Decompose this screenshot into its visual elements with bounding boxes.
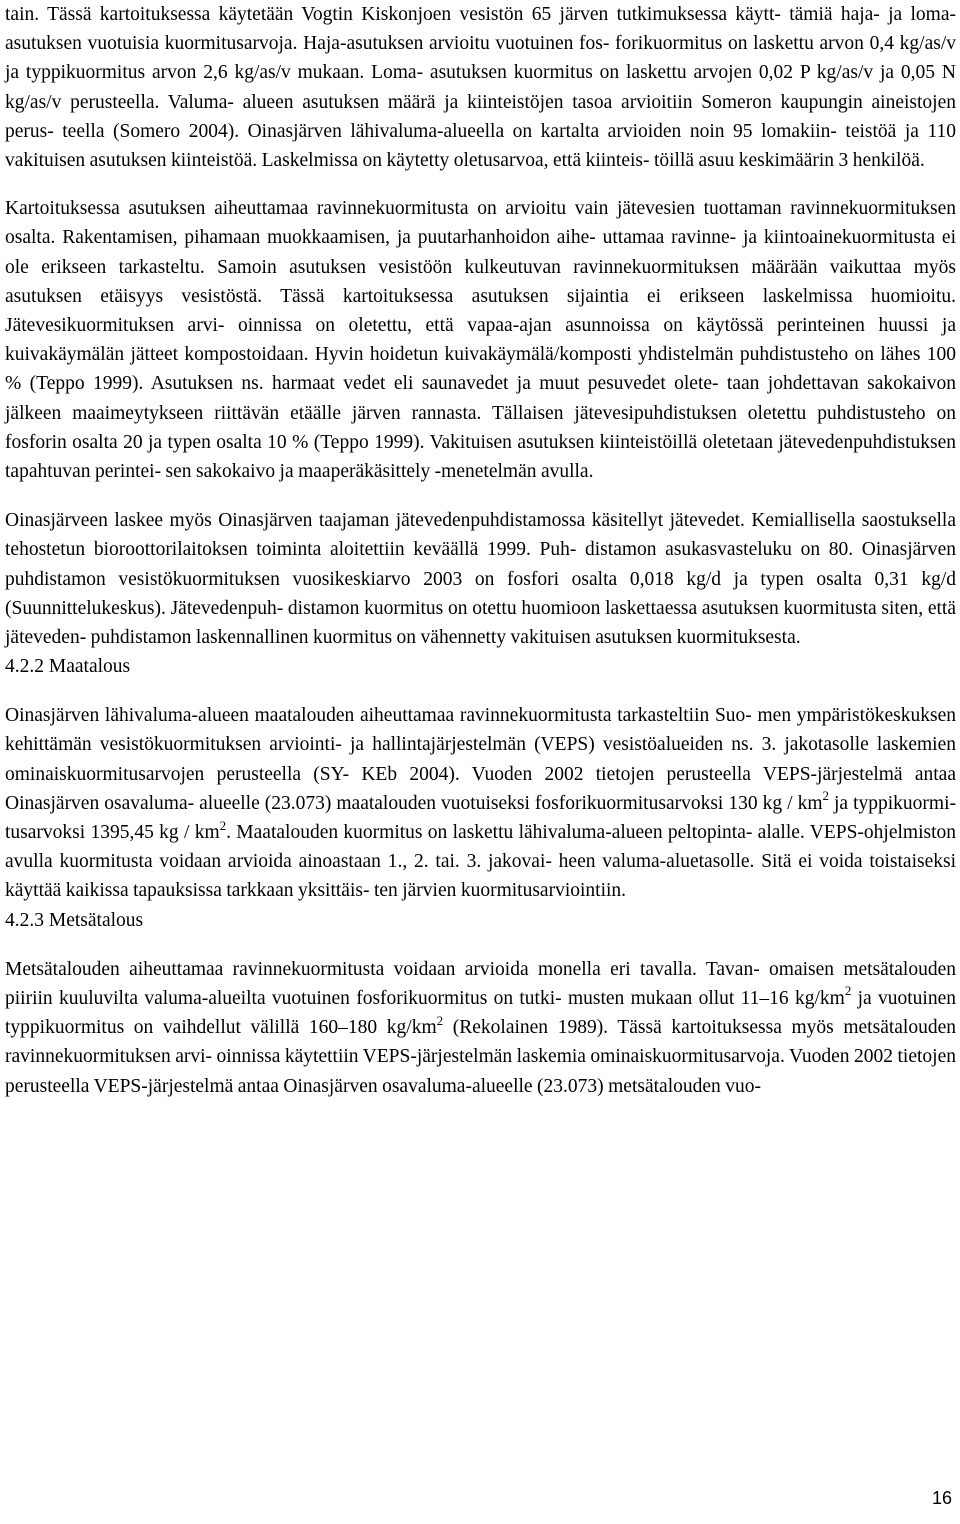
paragraph-text: Metsätalouden aiheuttamaa ravinnekuormitusta voidaan arvioida monella eri tavalla. Tavan- omaisen metsätalouden piiriin kuuluvilta valuma-alueilta vuotuinen fosforikuormitus on tutki- musten mukaan ollut 11–16 kg/km [5,958,956,1009]
paragraph-text: . Maatalouden kuormitus on laskettu lähivaluma-alueen peltopinta- alalle. VEPS-ohjelmiston avulla kuormitusta voidaan arvioida ainoastaan 1., 2. tai. 3. jakovai- heen valuma-aluetasolle. Sitä ei voida toistaiseksi käyttää kaikissa tapauksissa tarkkaan yksittäis- ten järvien kuormitusarviointiin. [5,822,956,902]
superscript: 2 [219,817,227,833]
paragraph-text: (Rekolainen 1989). Tässä kartoituksessa myös metsätalouden ravinnekuormituksen arvi- oinnissa käytettiin VEPS-järjestelmän laskemia ominaiskuormitusarvoja. Vuoden 2002 tietojen perusteella VEPS-järjestelmä antaa Oinasjärven osavaluma-alueelle (23.073) metsätalouden vuo- [5,1017,956,1097]
superscript: 2 [436,1012,444,1028]
paragraph-jatevedenpuhdistamo [5,506,956,652]
superscript: 2 [844,983,852,999]
paragraph-text: Oinasjärveen laskee myös Oinasjärven taajaman jätevedenpuhdistamossa käsitellyt jätevedet. Kemiallisella saostuksella tehostetun bioroottorilaitoksen toiminta aloitettiin keväällä 1999. Puh- distamon asukasvasteluku on 80. Oinasjärven puhdistamon vesistökuormituksen vuosikeskiarvo 2003 on fosfori osalta 0,018 kg/d ja typen osalta 0,31 kg/d (Suunnittelukeskus). Jätevedenpuh- distamon kuormitus on otettu huomioon laskettaessa asutuksen kuormitusta siten, että jäteveden- puhdistamon laskennallinen kuormitus on vähennetty vakituisen asutuksen kuormituksesta. [5,510,956,649]
paragraph-text: tain. Tässä kartoituksessa käytetään Vogtin Kiskonjoen vesistön 65 järven tutkimuksessa käytt- tämiä haja- ja loma-asutuksen vuotuisia kuormitusarvoja. Haja-asutuksen arvioitu vuotuinen fos- forikuormitus on laskettu arvon 0,4 kg/as/v ja typpikuormitus arvon 2,6 kg/as/v mukaan. Loma- asutuksen kuormitus on laskettu arvojen 0,02 P kg/as/v ja 0,05 N kg/as/v perusteella. Valuma- alueen asutuksen määrä ja kiinteistöjen tasoa arvioitiin Someron kaupungin aineistojen perus- teella (Somero 2004). Oinasjärven lähivaluma-alueella on kartalta arvioiden noin 95 lomakiin- teistöä ja 110 vakituisen asutuksen kiinteistöä. Laskelmissa on käytetty oletusarvoa, että kiinteis- töillä asuu keskimäärin 3 henkilöä. [5,4,956,172]
paragraph-metsatalous [5,955,956,1101]
paragraph-text: Oinasjärven lähivaluma-alueen maatalouden aiheuttamaa ravinnekuormitusta tarkasteltiin Suo- men ympäristökeskuksen kehittämän vesistökuormituksen arviointi- ja hallintajärjestelmän (VEPS) vesistöalueiden ns. 3. jakotasolle laskemien ominaiskuormitusarvojen perusteella (SY- KEb 2004). Vuoden 2002 tietojen perusteella VEPS-järjestelmä antaa Oinasjärven osavaluma- alueelle (23.073) maatalouden vuotuiseksi fosforikuormitusarvoksi 130 kg / km [5,705,956,814]
document-page [5,0,956,1101]
section-heading-metsatalous: 4.2.3 Metsätalous [5,909,144,931]
paragraph-jatevesikuormitus [5,194,956,486]
superscript: 2 [822,788,829,804]
paragraph-asutus-kuormitusarvot [5,0,956,175]
paragraph-maatalous [5,701,956,905]
paragraph-text: ja typpikuormi- tusarvoksi 1395,45 kg / km [5,792,956,844]
page-number: 16 [931,1488,952,1508]
paragraph-text: ja vuotuinen typpikuormitus on vaihdellut välillä 160–180 kg/km [5,987,956,1039]
section-heading-maatalous: 4.2.2 Maatalous [5,656,131,678]
paragraph-text: Kartoituksessa asutuksen aiheuttamaa ravinnekuormitusta on arvioitu vain jätevesien tuottaman ravinnekuormituksen osalta. Rakentamisen, pihamaan muokkaamisen, ja puutarhanhoidon aihe- uttamaa ravinne- ja kiintoainekuormitusta ei ole erikseen tarkasteltu. Samoin asutuksen vesistöön kulkeutuvan ravinnekuormituksen määrään vaikuttaa myös asutuksen etäisyys vesistöstä. Tässä kartoituksessa asutuksen sijaintia ei erikseen laskelmissa huomioitu. Jätevesikuormituksen arvi- oinnissa on oletettu, että vapaa-ajan asunnoissa on käytössä perinteinen huussi ja kuivakäymälän jätteet kompostoidaan. Hyvin hoidetun kuivakäymälä/komposti yhdistelmän puhdistusteho on lähes 100 % (Teppo 1999). Asutuksen ns. harmaat vedet eli saunavedet ja muut pesuvedet olete- taan johdettavan sakokaivon jälkeen maaimeytykseen riittävän etäälle järven rannasta. Tällaisen jätevesipuhdistuksen oletettu puhdistusteho on fosforin osalta 20 ja typen osalta 10 % (Teppo 1999). Vakituisen asutuksen kiinteistöillä oletetaan jätevedenpuhdistuksen tapahtuvan perintei- sen sakokaivo ja maaperäkäsittely -menetelmän avulla. [5,198,956,483]
